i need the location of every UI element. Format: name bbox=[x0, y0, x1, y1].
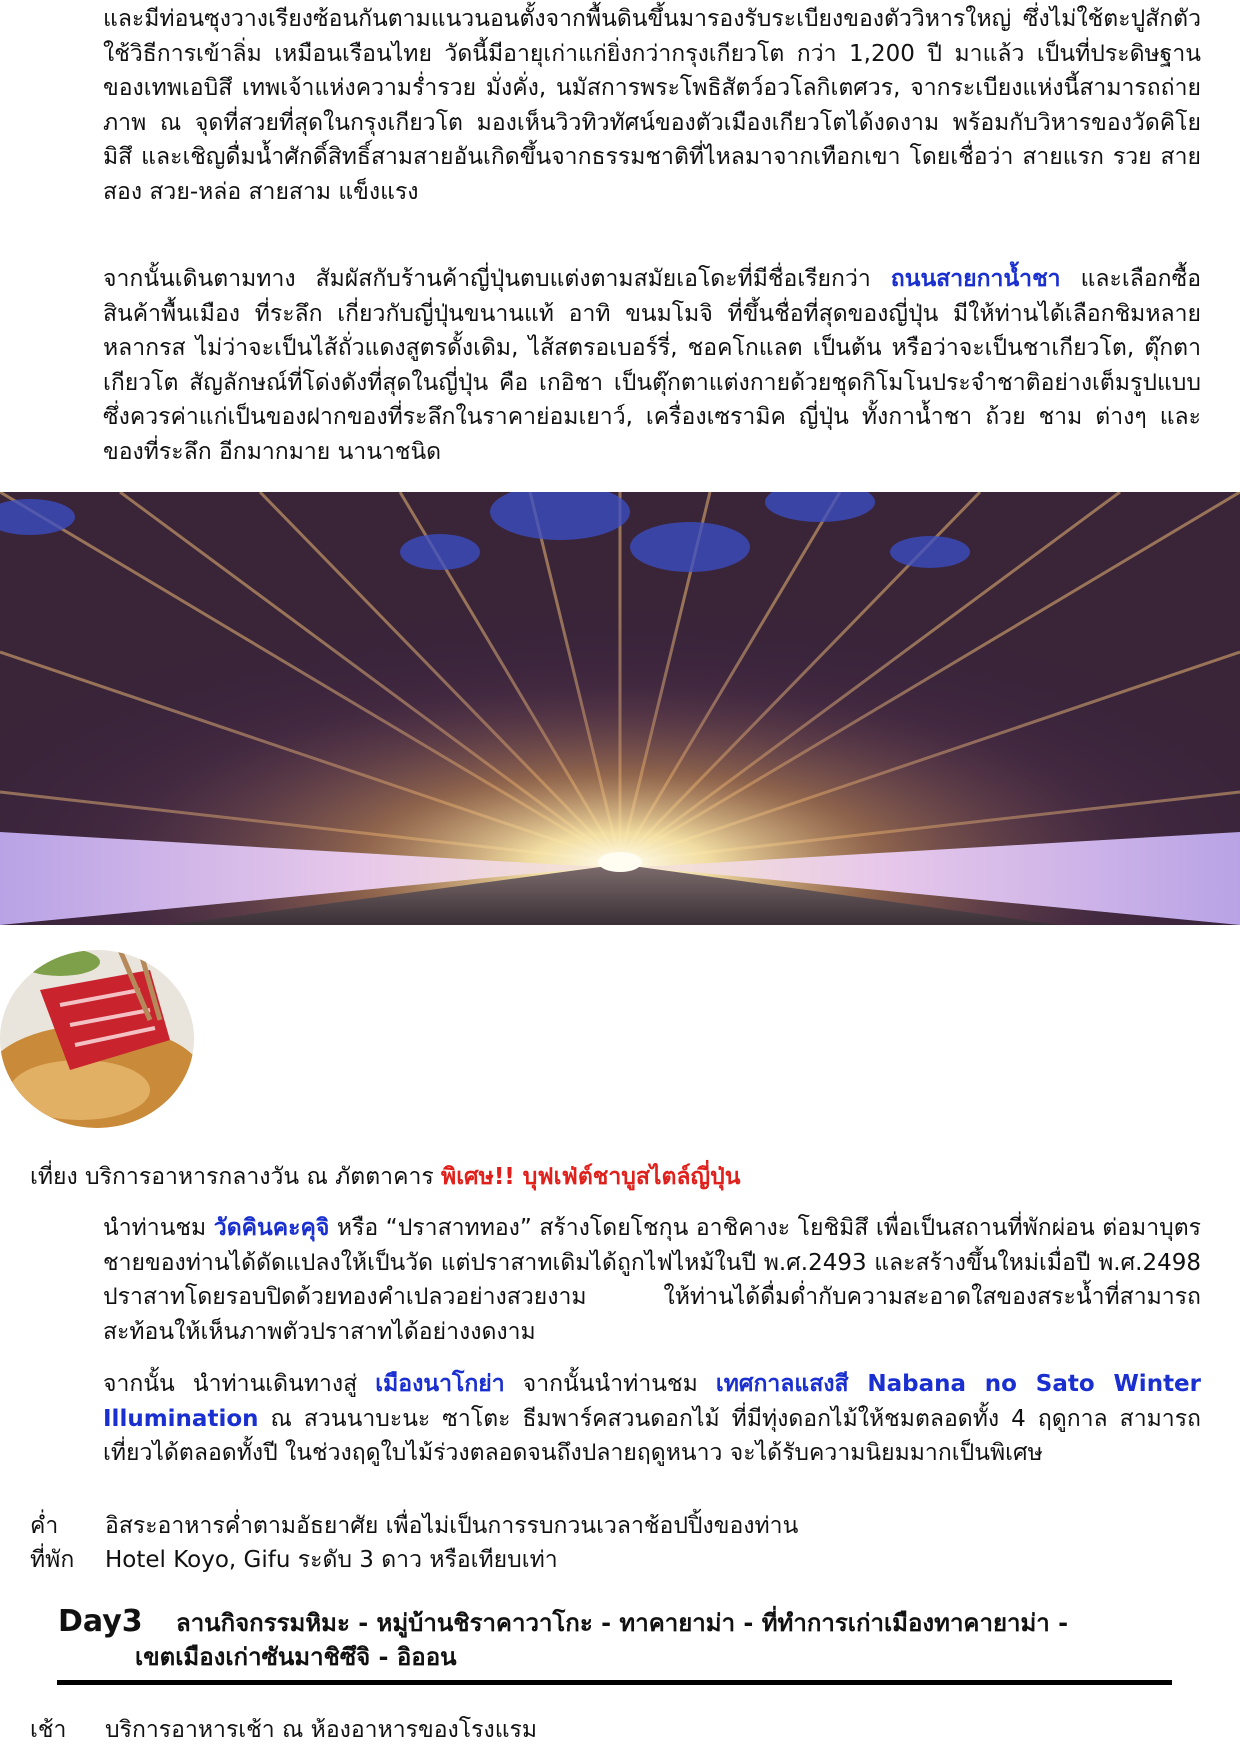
breakfast-text: บริการอาหารเช้า ณ ห้องอาหารของโรงแรม bbox=[105, 1717, 538, 1743]
hotel-text: Hotel Koyo, Gifu ระดับ 3 ดาว หรือเทียบเท่า bbox=[105, 1547, 558, 1573]
day3-label: Day3 bbox=[58, 1604, 143, 1639]
lunch-row bbox=[30, 1160, 740, 1194]
dinner-text: อิสระอาหารค่ำตามอัธยาศัย เพื่อไม่เป็นการรบกวนเวลาช้อปปิ้งของท่าน bbox=[105, 1513, 799, 1539]
lunch-text: บริการอาหารกลางวัน ณ ภัตตาคาร bbox=[85, 1164, 442, 1190]
kinkakuji-highlight: วัดคินคะคุจิ bbox=[213, 1215, 330, 1241]
shabu-beef-photo bbox=[0, 950, 194, 1128]
section-divider bbox=[57, 1680, 1172, 1685]
day3-heading bbox=[58, 1605, 1178, 1674]
hotel-label: ที่พัก bbox=[30, 1547, 75, 1573]
paragraph-teapot-street: จากนั้นเดินตามทาง สัมผัสกับร้านค้าญี่ปุ่นตบแต่งตามสมัยเอโดะที่มีชื่อเรียกว่า ถนนสายกาน้ำชา และเลือกซื้อสินค้าพื้นเมือง ที่ระลึก เกี่ยวกับญี่ปุ่นขนานแท้ อาทิ ขนมโมจิ ที่ขึ้นชื่อที่สุดของญี่ปุ่น มีให้ท่านได้เลือกชิมหลายหลากรส ไม่ว่าจะเป็นไส้ถั่วแดงสูตรดั้งเดิม, ไส้สตรอเบอร์รี่, ชอคโกแลต เป็นต้น หรือว่าจะเป็นชาเกียวโต, ตุ๊กตาเกียวโต สัญลักษณ์ที่โด่งดังที่สุดในญี่ปุ่น คือ เกอิชา เป็นตุ๊กตาแต่งกายด้วยชุดกิโมโนประจำชาติอย่างเต็มรูปแบบซึ่งควรค่าแก่เป็นของฝากของที่ระลึกในราคาย่อมเยาว์, เครื่องเซรามิค ญี่ปุ่น ทั้งกาน้ำชา ถ้วย ชาม ต่างๆ และของที่ระลึก อีกมากมาย นานาชนิด bbox=[103, 266, 1202, 465]
illumination-tunnel-photo bbox=[0, 492, 1240, 925]
lunch-special: พิเศษ!! บุฟเฟ่ต์ชาบูสไตล์ญี่ปุ่น bbox=[441, 1164, 741, 1190]
nagoya-highlight: เมืองนาโกย่า bbox=[375, 1371, 505, 1397]
nabana-highlight: เทศกาลแสงสี Nabana no Sato Winter Illumination bbox=[103, 1371, 1202, 1432]
tunnel-illustration bbox=[0, 492, 1240, 925]
breakfast-label: เช้า bbox=[30, 1717, 67, 1743]
dinner-label: ค่ำ bbox=[30, 1513, 59, 1539]
breakfast-row bbox=[30, 1713, 537, 1747]
shabu-illustration bbox=[0, 950, 194, 1128]
lunch-label: เที่ยง bbox=[30, 1164, 78, 1190]
paragraph-nabana: จากนั้น นำท่านเดินทางสู่ เมืองนาโกย่า จากนั้นนำท่านชม เทศกาลแสงสี Nabana no Sato Winter Illumination ณ สวนนาบะนะ ซาโตะ ธีมพาร์คสวนดอกไม้ ที่มีทุ่งดอกไม้ให้ชมตลอดทั้ง 4 ฤดูกาล สามารถเที่ยวได้ตลอดทั้งปี ในช่วงฤดูใบไม้ร่วงตลอดจนถึงปลายฤดูหนาว จะได้รับความนิยมมากเป็นพิเศษ bbox=[103, 1371, 1202, 1466]
dinner-row bbox=[30, 1509, 798, 1543]
day3-line2: เขตเมืองเก่าซันมาชิซึจิ - อิออน bbox=[135, 1643, 457, 1671]
day3-line1: ลานกิจกรรมหิมะ - หมู่บ้านชิราคาวาโกะ - ทาคายาม่า - ที่ทำการเก่าเมืองทาคายาม่า - bbox=[176, 1609, 1069, 1637]
paragraph-kiyomizu: และมีท่อนซุงวางเรียงซ้อนกันตามแนวนอนตั้งจากพื้นดินขึ้นมารองรับระเบียงของตัววิหารใหญ่ ซึ่งไม่ใช้ตะปูสักตัว ใช้วิธีการเข้าลิ่ม เหมือนเรือนไทย วัดนี้มีอายุเก่าแก่ยิ่งกว่ากรุงเกียวโต กว่า 1,200 ปี มาแล้ว เป็นที่ประดิษฐานของเทพเอบิสึ เทพเจ้าแห่งความร่ำรวย มั่งคั่ง, นมัสการพระโพธิสัตว์อวโลกิเตศวร, จากระเบียงแห่งนี้สามารถถ่ายภาพ ณ จุดที่สวยที่สุดในกรุงเกียวโต มองเห็นวิวทิวทัศน์ของตัวเมืองเกียวโตได้งดงาม พร้อมกับวิหารของวัดคิโยมิสึ และเชิญดื่มน้ำศักดิ์สิทธิ์สามสายอันเกิดขึ้นจากธรรมชาติที่ไหลมาจากเทือกเขา โดยเชื่อว่า สายแรก รวย สายสอง สวย-หล่อ สายสาม แข็งแรง bbox=[103, 6, 1201, 205]
paragraph-kinkakuji: นำท่านชม วัดคินคะคุจิ หรือ “ปราสาททอง” สร้างโดยโชกุน อาชิคางะ โยชิมิสึ เพื่อเป็นสถานที่พักผ่อน ต่อมาบุตรชายของท่านได้ดัดแปลงให้เป็นวัด แต่ปราสาทเดิมได้ถูกไฟไหม้ในปี พ.ศ.2493 และสร้างขึ้นใหม่เมื่อปี พ.ศ.2498 ปราสาทโดยรอบปิดด้วยทองคำเปลวอย่างสวยงาม ให้ท่านได้ดื่มด่ำกับความสะอาดใสของสระน้ำที่สามารถสะท้อนให้เห็นภาพตัวปราสาทได้อย่างงดงาม bbox=[103, 1215, 1201, 1345]
hotel-row bbox=[30, 1543, 558, 1577]
teapot-street-highlight: ถนนสายกาน้ำชา bbox=[890, 266, 1061, 292]
